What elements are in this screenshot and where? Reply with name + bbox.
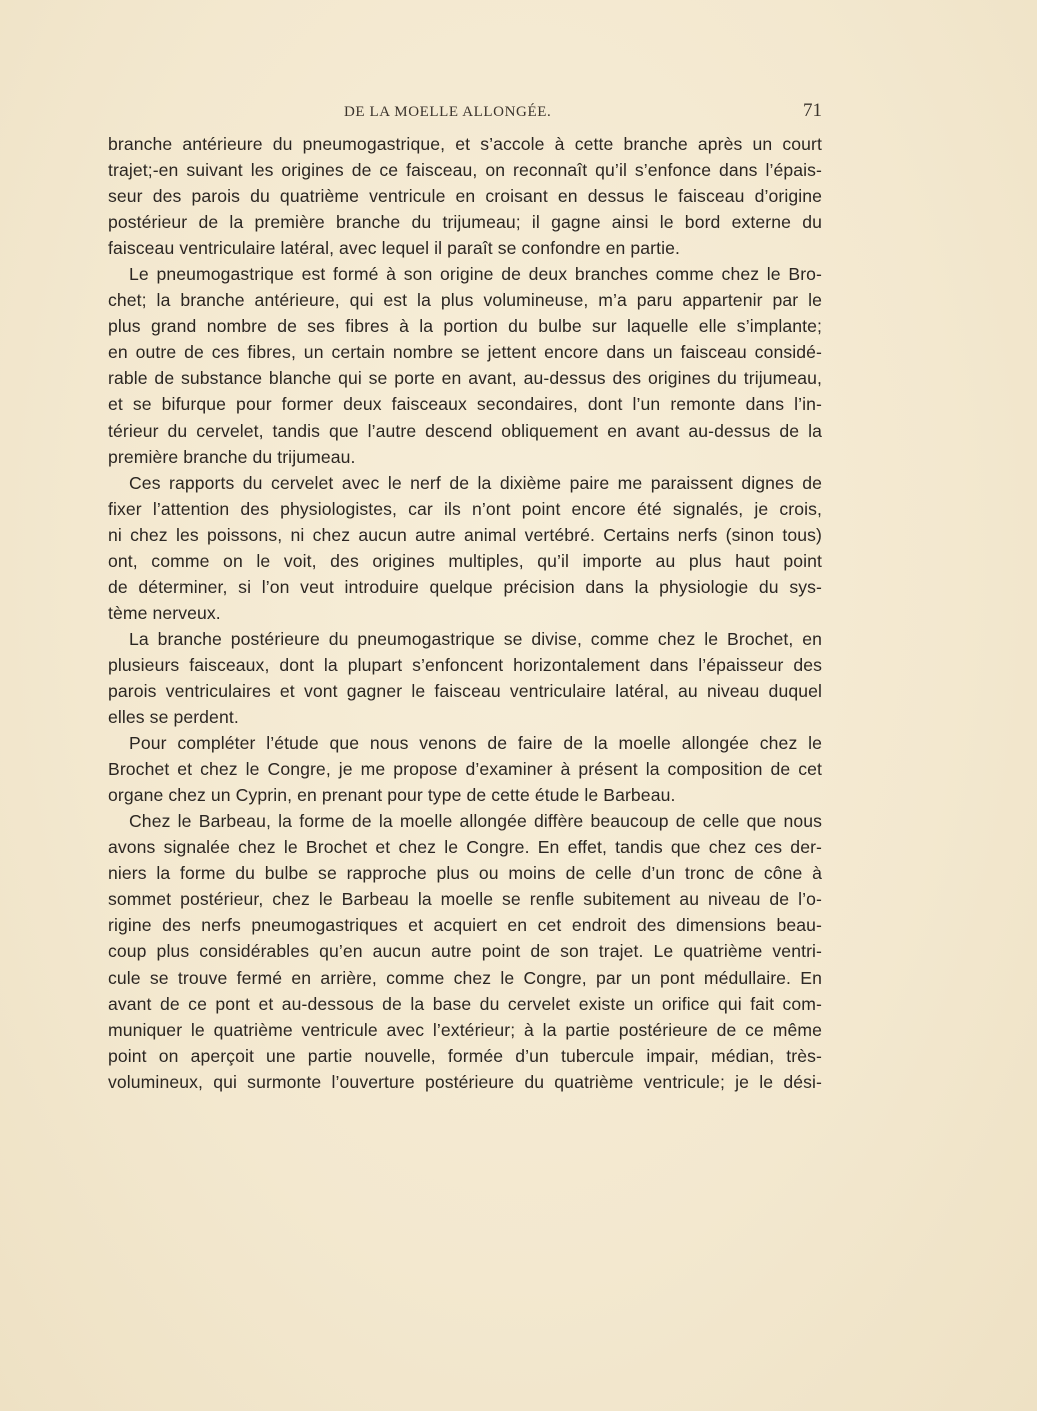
text-line: tème nerveux.: [108, 602, 221, 623]
text-line: point on aperçoit une partie nouvelle, formée d’un tubercule impair, médian, très-: [108, 1045, 822, 1066]
text-line: plusieurs faisceaux, dont la plupart s’enfoncent horizontalement dans l’épaisseur des: [108, 654, 822, 675]
text-line: branche antérieure du pneumogastrique, et s’accole à cette branche après un court: [108, 134, 822, 154]
text-line: muniquer le quatrième ventricule avec l’extérieur; à la partie postérieure de ce même: [108, 1019, 822, 1040]
text-line: en outre de ces fibres, un certain nombre se jettent encore dans un faisceau considé-: [108, 342, 822, 363]
text-line: ni chez les poissons, ni chez aucun autre animal vertébré. Certains nerfs (sinon tous): [108, 524, 822, 545]
page-header: [108, 100, 822, 132]
text-line: chet; la branche antérieure, qui est la plus volumineuse, m’a paru appartenir par le: [108, 290, 822, 311]
text-line: plus grand nombre de ses fibres à la portion du bulbe sur laquelle elle s’implante;: [108, 316, 822, 337]
text-line: Brochet et chez le Congre, je me propose d’examiner à présent la composition de cet: [108, 759, 822, 780]
text-line: rigine des nerfs pneumogastriques et acquiert en cet endroit des dimensions beau-: [108, 915, 822, 936]
text-line: seur des parois du quatrième ventricule en croisant en dessus le faisceau d’origine: [108, 186, 822, 207]
text-line: coup plus considérables qu’en aucun autre point de son trajet. Le quatrième ventri-: [108, 941, 822, 962]
text-line: sommet postérieur, chez le Barbeau la moelle se renfle subitement au niveau de l’o-: [108, 889, 822, 910]
text-line: avons signalée chez le Brochet et chez le Congre. En effet, tandis que chez ces der-: [108, 837, 822, 858]
text-line: cule se trouve fermé en arrière, comme chez le Congre, par un pont médullaire. En: [108, 967, 822, 988]
text-line: Ces rapports du cervelet avec le nerf de la dixième paire me paraissent dignes de: [129, 472, 822, 493]
page-number: 71: [803, 100, 822, 121]
text-line: trajet;-en suivant les origines de ce faisceau, on reconnaît qu’il s’enfonce dans l’épais-: [108, 160, 822, 181]
text-line: faisceau ventriculaire latéral, avec lequel il paraît se confondre en partie.: [108, 238, 680, 259]
text-line: de déterminer, si l’on veut introduire quelque précision dans la physiologie du sys-: [108, 576, 822, 597]
text-line: fixer l’attention des physiologistes, car ils n’ont point encore été signalés, je crois,: [108, 498, 822, 519]
text-line: volumineux, qui surmonte l’ouverture postérieure du quatrième ventricule; je le dési-: [108, 1071, 822, 1092]
text-line: Chez le Barbeau, la forme de la moelle allongée diffère beaucoup de celle que nous: [129, 811, 822, 832]
body-text: [108, 131, 822, 1095]
text-line: et se bifurque pour former deux faisceaux secondaires, dont l’un remonte dans l’in-: [108, 394, 822, 415]
text-line: La branche postérieure du pneumogastrique se divise, comme chez le Brochet, en: [129, 628, 822, 649]
text-line: Pour compléter l’étude que nous venons de faire de la moelle allongée chez le: [129, 733, 822, 754]
text-line: Le pneumogastrique est formé à son origine de deux branches comme chez le Bro-: [129, 264, 822, 285]
text-line: postérieur de la première branche du trijumeau; il gagne ainsi le bord externe du: [108, 212, 822, 233]
text-line: térieur du cervelet, tandis que l’autre descend obliquement en avant au-dessus de la: [108, 420, 822, 441]
text-line: première branche du trijumeau.: [108, 446, 356, 467]
text-line: organe chez un Cyprin, en prenant pour type de cette étude le Barbeau.: [108, 785, 676, 806]
text-line: elles se perdent.: [108, 707, 239, 728]
text-line: ont, comme on le voit, des origines multiples, qu’il importe au plus haut point: [108, 550, 822, 571]
running-title: DE LA MOELLE ALLONGÉE.: [344, 104, 552, 120]
text-line: parois ventriculaires et vont gagner le faisceau ventriculaire latéral, au niveau duquel: [108, 680, 822, 701]
text-line: rable de substance blanche qui se porte en avant, au-dessus des origines du trijumeau,: [108, 368, 822, 389]
text-line: avant de ce pont et au-dessous de la base du cervelet existe un orifice qui fait com-: [108, 993, 822, 1014]
text-line: niers la forme du bulbe se rapproche plus ou moins de celle d’un tronc de cône à: [108, 863, 822, 884]
